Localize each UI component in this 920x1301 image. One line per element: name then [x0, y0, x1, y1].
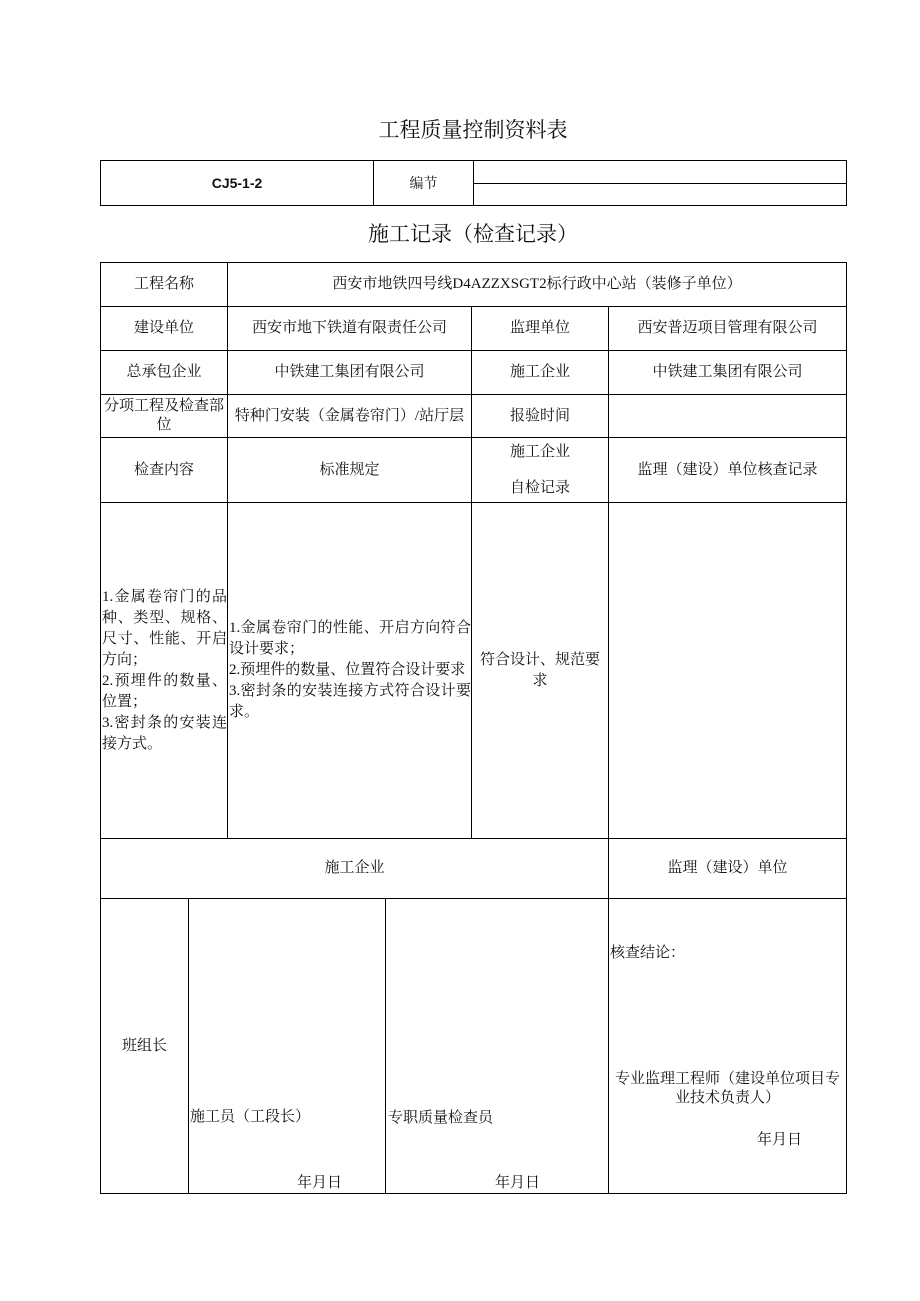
header-table — [100, 160, 847, 206]
section-label: 编节 — [374, 161, 474, 206]
supervisor-value: 西安普迈项目管理有限公司 — [609, 307, 847, 351]
supervising-engineer-label: 专业监理工程师（建设单位项目专业技术负责人） — [614, 1071, 840, 1106]
general-contractor-value: 中铁建工集团有限公司 — [228, 351, 472, 395]
qc-inspector-cell — [386, 899, 609, 1194]
project-name-value: 西安市地铁四号线D4AZZXSGT2标行政中心站（装修子单位） — [228, 263, 847, 307]
site-engineer-label: 施工员（工段长） — [190, 1109, 311, 1125]
content-item: 1.金属卷帘门的品种、类型、规格、尺寸、性能、开启方向； — [102, 588, 227, 668]
conclusion-label: 核查结论： — [610, 945, 686, 961]
general-contractor-label: 总承包企业 — [101, 351, 228, 395]
subitem-value: 特种门安装（金属卷帘门）/站厅层 — [228, 395, 472, 438]
team-leader-cell — [101, 899, 189, 1194]
section-value-bottom — [474, 184, 847, 206]
standard-item: 2.预埋件的数量、位置符合设计要求 — [229, 662, 466, 678]
standard-header: 标准规定 — [228, 438, 472, 503]
team-leader-label: 班组长 — [121, 1037, 167, 1054]
supervisor-label: 监理单位 — [472, 307, 609, 351]
document-title: 工程质量控制资料表 — [378, 119, 568, 142]
content-item: 2.预埋件的数量、位置； — [102, 672, 227, 710]
standard-item: 3.密封条的安装连接方式符合设计要求。 — [229, 683, 471, 720]
owner-value: 西安市地下铁道有限责任公司 — [228, 307, 472, 351]
record-table — [100, 262, 847, 1194]
content-item: 3.密封条的安装连接方式。 — [102, 714, 227, 752]
project-name-label: 工程名称 — [101, 263, 228, 307]
site-engineer-cell — [189, 899, 386, 1194]
supervisor-date: 年月日 — [757, 1132, 803, 1148]
standard-items-list — [229, 618, 471, 723]
qc-inspector-date: 年月日 — [495, 1175, 541, 1191]
contractor-value: 中铁建工集团有限公司 — [609, 351, 847, 395]
supervisor-signature-heading: 监理（建设）单位 — [609, 839, 847, 899]
self-check-header-line1: 施工企业 — [509, 444, 570, 460]
standard-item: 1.金属卷帘门的性能、开启方向符合设计要求； — [229, 620, 471, 657]
section-value-top — [474, 161, 847, 184]
contractor-signature-heading: 施工企业 — [101, 839, 609, 899]
self-check-header-line2: 自检记录 — [509, 480, 570, 496]
self-check-result: 符合设计、规范要求 — [472, 503, 609, 839]
record-subtitle: 施工记录（检查记录） — [368, 223, 578, 246]
standard-items-cell — [228, 503, 472, 839]
owner-label: 建设单位 — [101, 307, 228, 351]
document-code: CJ5-1-2 — [101, 161, 374, 206]
content-header: 检查内容 — [101, 438, 228, 503]
contractor-label: 施工企业 — [472, 351, 609, 395]
content-items-cell — [101, 503, 228, 839]
supervisor-conclusion-cell — [609, 899, 847, 1194]
site-engineer-date: 年月日 — [297, 1175, 343, 1191]
content-items-list — [102, 587, 227, 755]
supervisor-review-result — [609, 503, 847, 839]
inspection-time-label: 报验时间 — [472, 395, 609, 438]
subitem-label: 分项工程及检查部位 — [101, 395, 228, 438]
qc-inspector-label: 专职质量检查员 — [388, 1110, 494, 1126]
self-check-header — [472, 438, 609, 503]
supervisor-review-header: 监理（建设）单位核查记录 — [609, 438, 847, 503]
inspection-time-value — [609, 395, 847, 438]
